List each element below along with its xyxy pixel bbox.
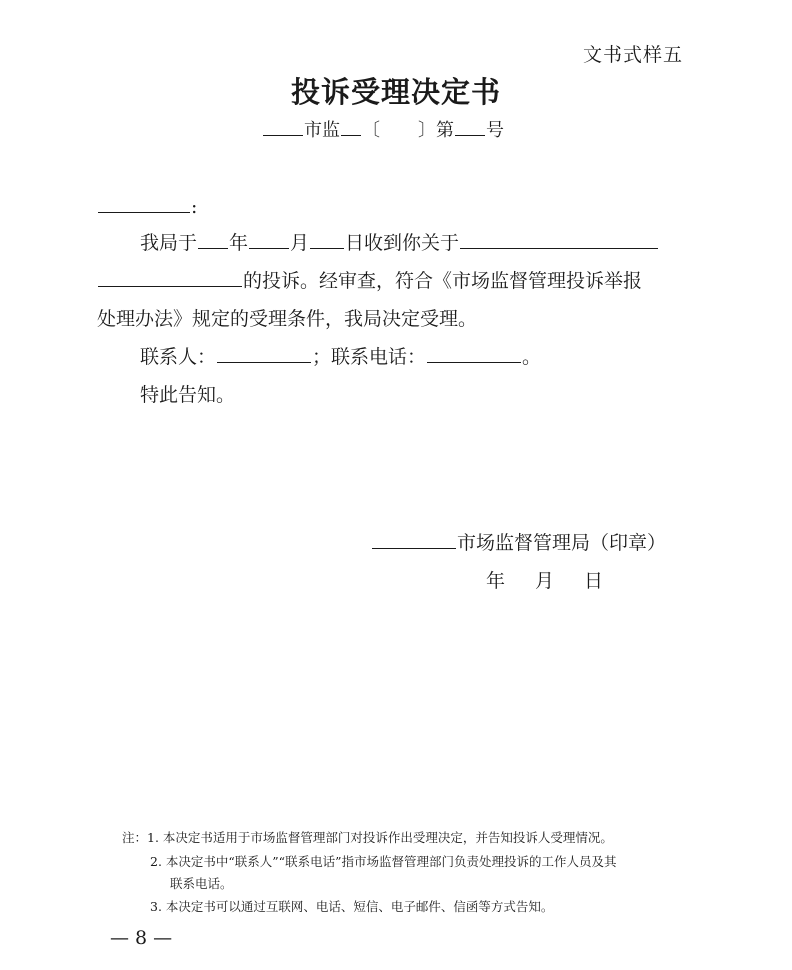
body-line: [140, 228, 659, 255]
form-label: 文书式样五: [583, 44, 684, 66]
note-item: 2. 本决定书中“联系人”“联系电话”指市场监督管理部门负责处理投诉的工作人员及其: [150, 854, 617, 869]
date-day: 日: [584, 570, 604, 592]
blank-field: [460, 247, 658, 249]
body-text: 月: [290, 232, 310, 254]
blank-field: [263, 134, 303, 136]
issuer-name: 市场监督管理局（印章）: [457, 532, 667, 554]
body-text: 日收到你关于: [345, 232, 460, 254]
salutation-colon: :: [191, 196, 198, 218]
doc-number-text: 〕第: [418, 120, 454, 141]
document-number-line: [262, 116, 504, 142]
note-item: 注：1. 本决定书适用于市场监督管理部门对投诉作出受理决定，并告知投诉人受理情况。: [122, 830, 613, 845]
issuer-line: [371, 528, 666, 555]
date-month: 月: [535, 570, 555, 592]
blank-field: [98, 211, 190, 213]
blank-field: [217, 361, 311, 363]
doc-number-text: 号: [486, 120, 504, 141]
body-text: 年: [229, 232, 249, 254]
body-text: 的投诉。经审查，符合《市场监督管理投诉举报: [243, 270, 643, 292]
document-title: 投诉受理决定书: [290, 75, 501, 109]
blank-field: [98, 285, 242, 287]
note-item: 联系电话。: [170, 876, 233, 891]
contact-phone-label: ；联系电话：: [312, 346, 427, 368]
salutation-line: [97, 196, 197, 218]
body-line: 特此告知。: [140, 384, 236, 406]
blank-field: [249, 247, 289, 249]
contact-person-label: 联系人：: [140, 346, 217, 368]
blank-field: [455, 134, 485, 136]
date-line: [486, 566, 603, 593]
body-line: [97, 266, 642, 293]
body-text: 。: [522, 346, 542, 368]
blank-field: [341, 134, 361, 136]
body-line: 处理办法》规定的受理条件，我局决定受理。: [97, 308, 478, 330]
doc-number-text: 市监: [304, 120, 340, 141]
date-year: 年: [486, 570, 506, 592]
blank-field: [372, 547, 456, 549]
blank-field: [427, 361, 521, 363]
page-number: — 8 —: [110, 927, 173, 949]
note-item: 3. 本决定书可以通过互联网、电话、短信、电子邮件、信函等方式告知。: [150, 899, 554, 914]
doc-number-text: 〔: [362, 120, 380, 141]
body-line: [140, 342, 541, 369]
body-text: 我局于: [140, 232, 198, 254]
blank-field: [198, 247, 228, 249]
blank-field: [310, 247, 344, 249]
